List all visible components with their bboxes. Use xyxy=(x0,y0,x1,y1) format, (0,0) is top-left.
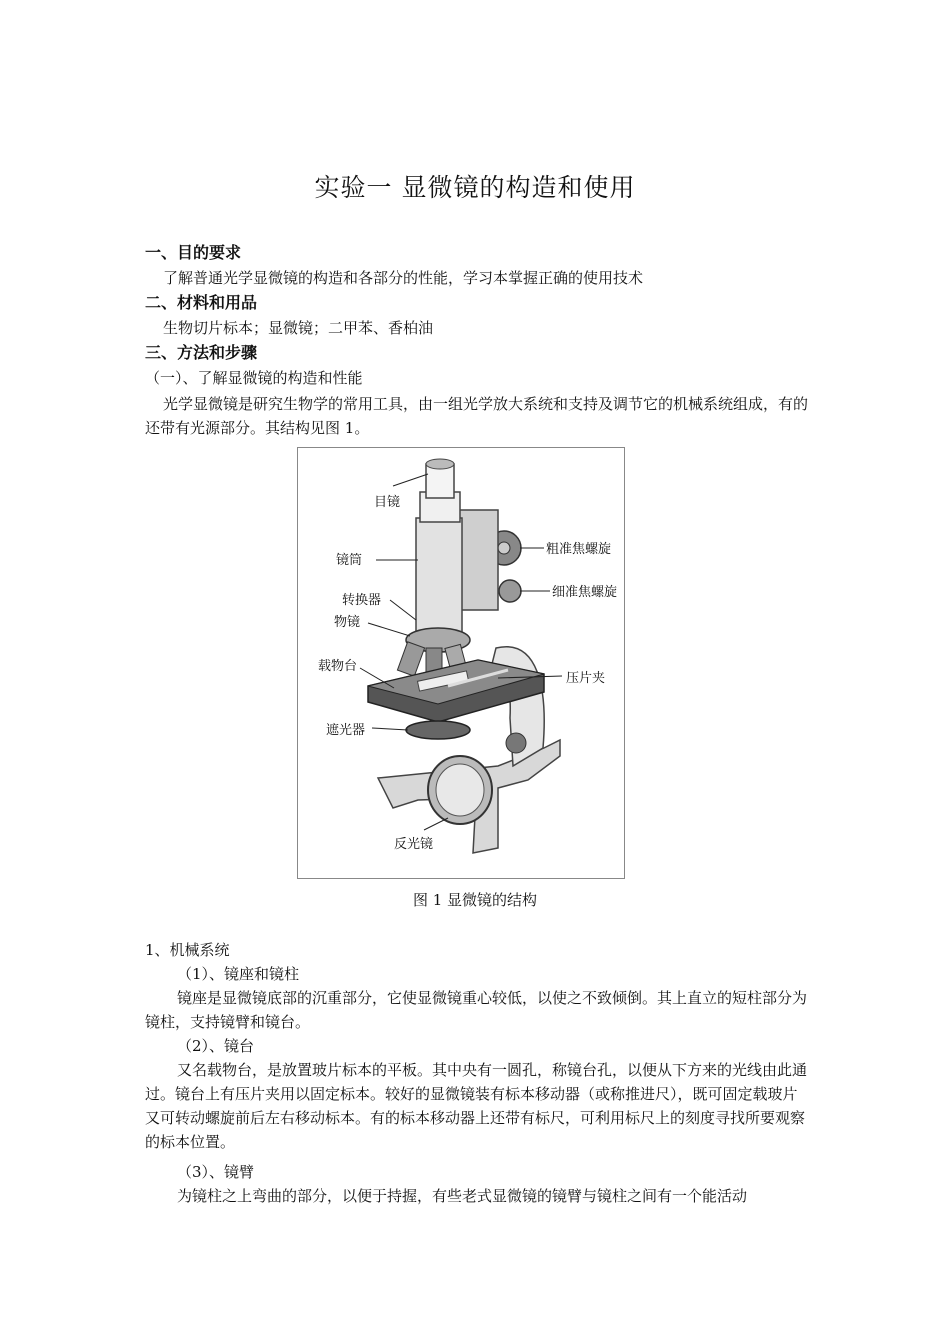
heading-mechanical-system: 1、机械系统 xyxy=(145,941,230,959)
section-text-goals: 了解普通光学显微镜的构造和各部分的性能，学习本掌握正确的使用技术 xyxy=(163,269,644,287)
page-title: 实验一 显微镜的构造和使用 xyxy=(314,173,636,202)
label-clip: 压片夹 xyxy=(566,671,606,686)
label-stage: 载物台 xyxy=(318,659,358,674)
section-heading-materials: 二、材料和用品 xyxy=(145,293,258,312)
label-diaphragm: 遮光器 xyxy=(326,723,366,738)
section-heading-methods: 三、方法和步骤 xyxy=(145,343,258,362)
section-text-materials: 生物切片标本；显微镜；二甲苯、香柏油 xyxy=(163,319,434,337)
paragraph-intro: 光学显微镜是研究生物学的常用工具，由一组光学放大系统和支持及调节它的机械系统组成，有的还带有光源部分。其结构见图 1。 xyxy=(145,395,809,437)
item-text-stage: 又名载物台，是放置玻片标本的平板。其中央有一圆孔，称镜台孔，以便从下方来的光线由此通过。镜台上有压片夹用以固定标本。较好的显微镜装有标本移动器（或称推进尺），既可固定载玻片又可转动螺旋前后左右移动标本。有的标本移动器上还带有标尺，可利用标尺上的刻度寻找所要观察的标本位置。 xyxy=(145,1061,808,1151)
item-title-base-pillar: （1）、镜座和镜柱 xyxy=(177,965,300,983)
figure-caption: 图 1 显微镜的结构 xyxy=(412,891,538,909)
label-tube: 镜筒 xyxy=(336,553,363,568)
label-objective: 物镜 xyxy=(334,615,361,630)
item-text-arm: 为镜柱之上弯曲的部分，以便于持握，有些老式显微镜的镜臂与镜柱之间有一个能活动 xyxy=(177,1187,748,1205)
label-fine-knob: 细准焦螺旋 xyxy=(552,585,618,600)
microscope-diagram xyxy=(298,448,624,878)
section-heading-goals: 一、目的要求 xyxy=(145,243,242,262)
label-coarse-knob: 粗准焦螺旋 xyxy=(546,542,612,557)
item-text-base-pillar: 镜座是显微镜底部的沉重部分，它使显微镜重心较低，以使之不致倾倒。其上直立的短柱部分为镜柱，支持镜臂和镜台。 xyxy=(145,989,808,1031)
subsection-title-structure: （一）、了解显微镜的构造和性能 xyxy=(145,369,363,387)
item-title-arm: （3）、镜臂 xyxy=(177,1163,255,1181)
label-mirror: 反光镜 xyxy=(394,837,434,852)
label-eyepiece: 目镜 xyxy=(374,495,401,510)
microscope-figure xyxy=(297,447,625,879)
label-nosepiece: 转换器 xyxy=(342,593,382,608)
item-title-stage: （2）、镜台 xyxy=(177,1037,255,1055)
